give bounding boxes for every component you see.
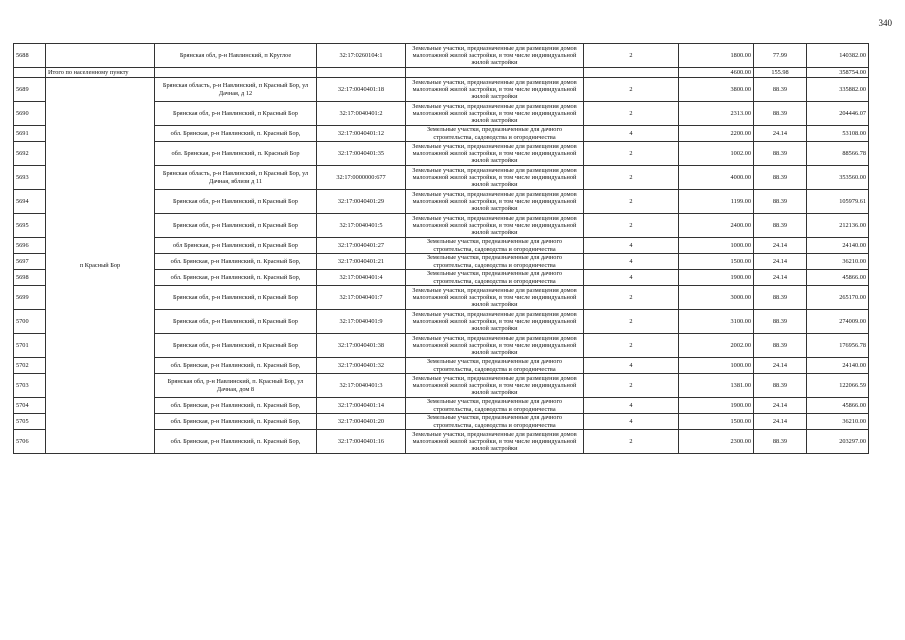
group-number: 2 (584, 310, 679, 334)
land-cadastral-table (13, 43, 869, 454)
subtotal-empty-cell (155, 68, 317, 78)
address-cell: обл Брянская, р-н Навлинский, п Красный Бор (155, 238, 317, 254)
cadastral-number: 32:17:0040401:12 (317, 126, 406, 142)
group-number: 2 (584, 166, 679, 190)
subtotal-empty-cell (406, 68, 584, 78)
land-use-cell: Земельные участки, предназначенные для дачного строительства, садоводства и огородничества (406, 414, 584, 430)
address-cell: обл. Брянская, р-н Навлинский, п. Красный Бор, (155, 358, 317, 374)
group-number: 2 (584, 142, 679, 166)
cost-value: 274009.00 (807, 310, 869, 334)
rate-value: 24.14 (754, 270, 807, 286)
row-number: 5696 (14, 238, 46, 254)
area-value: 3100.00 (679, 310, 754, 334)
cost-value: 36210.00 (807, 254, 869, 270)
group-number: 2 (584, 286, 679, 310)
cadastral-number: 32:17:0000000:677 (317, 166, 406, 190)
cost-value: 105979.61 (807, 190, 869, 214)
land-use-cell: Земельные участки, предназначенные для размещения домов малоэтажной жилой застройки, в том числе индивидуальной жилой застройки (406, 102, 584, 126)
land-use-cell: Земельные участки, предназначенные для размещения домов малоэтажной жилой застройки, в том числе индивидуальной жилой застройки (406, 44, 584, 68)
rate-value: 24.14 (754, 358, 807, 374)
cadastral-number: 32:17:0040401:7 (317, 286, 406, 310)
subtotal-empty-cell (584, 68, 679, 78)
table-row (14, 44, 869, 68)
cost-value: 24140.00 (807, 238, 869, 254)
cost-value: 203297.00 (807, 430, 869, 454)
row-number: 5698 (14, 270, 46, 286)
group-number: 4 (584, 414, 679, 430)
cost-value: 176956.78 (807, 334, 869, 358)
subtotal-empty-cell (317, 68, 406, 78)
area-value: 1500.00 (679, 414, 754, 430)
address-cell: Брянская обл, р-н Навлинский, п Красный Бор (155, 310, 317, 334)
rate-value: 88.39 (754, 430, 807, 454)
group-number: 2 (584, 374, 679, 398)
cadastral-number: 32:17:0040401:4 (317, 270, 406, 286)
area-value: 1800.00 (679, 44, 754, 68)
group-number: 4 (584, 254, 679, 270)
rate-value: 24.14 (754, 238, 807, 254)
cost-value: 140382.00 (807, 44, 869, 68)
land-use-cell: Земельные участки, предназначенные для размещения домов малоэтажной жилой застройки, в том числе индивидуальной жилой застройки (406, 78, 584, 102)
area-value: 1000.00 (679, 358, 754, 374)
address-cell: Брянская обл, р-н Навлинский, п Красный Бор (155, 214, 317, 238)
subtotal-area: 4600.00 (679, 68, 754, 78)
land-use-cell: Земельные участки, предназначенные для размещения домов малоэтажной жилой застройки, в том числе индивидуальной жилой застройки (406, 190, 584, 214)
rate-value: 88.39 (754, 142, 807, 166)
area-value: 1000.00 (679, 238, 754, 254)
address-cell: Брянская обл, р-н Навлинский, п Красный Бор (155, 102, 317, 126)
row-number: 5691 (14, 126, 46, 142)
subtotal-cost: 358754.00 (807, 68, 869, 78)
group-number: 2 (584, 214, 679, 238)
area-value: 2313.00 (679, 102, 754, 126)
cost-value: 122066.59 (807, 374, 869, 398)
area-value: 2002.00 (679, 334, 754, 358)
group-number: 4 (584, 270, 679, 286)
cost-value: 265170.00 (807, 286, 869, 310)
row-number: 5693 (14, 166, 46, 190)
page-number: 340 (878, 18, 892, 28)
subtotal-label: Итого по населенному пункту (46, 68, 155, 78)
row-number: 5704 (14, 398, 46, 414)
address-cell: обл. Брянская, р-н Навлинский, п. Красный Бор, (155, 254, 317, 270)
area-value: 1381.00 (679, 374, 754, 398)
rate-value: 24.14 (754, 414, 807, 430)
address-cell: Брянская обл, р-н Навлинский, п. Красный Бор, ул Дачная, дом 8 (155, 374, 317, 398)
cost-value: 353560.00 (807, 166, 869, 190)
group-number: 4 (584, 358, 679, 374)
row-number: 5695 (14, 214, 46, 238)
address-cell: обл. Брянская, р-н Навлинский, п. Красный Бор, (155, 126, 317, 142)
land-use-cell: Земельные участки, предназначенные для размещения домов малоэтажной жилой застройки, в том числе индивидуальной жилой застройки (406, 166, 584, 190)
area-value: 2200.00 (679, 126, 754, 142)
cadastral-number: 32:17:0040401:20 (317, 414, 406, 430)
row-number: 5692 (14, 142, 46, 166)
area-value: 4000.00 (679, 166, 754, 190)
cadastral-number: 32:17:0040401:27 (317, 238, 406, 254)
locality-name: п Красный Бор (46, 78, 155, 454)
cadastral-number: 32:17:0040401:9 (317, 310, 406, 334)
address-cell: обл. Брянская, р-н Навлинский, п. Красный Бор, (155, 414, 317, 430)
address-cell: обл. Брянская, р-н Навлинский, п. Красный Бор, (155, 398, 317, 414)
group-number: 2 (584, 44, 679, 68)
cost-value: 45866.00 (807, 270, 869, 286)
address-cell: Брянская обл, р-н Навлинский, п Красный Бор (155, 286, 317, 310)
address-cell: Брянская обл, р-н Навлинский, п Красный Бор (155, 334, 317, 358)
rate-value: 88.39 (754, 102, 807, 126)
cadastral-number: 32:17:0040401:2 (317, 102, 406, 126)
row-number: 5690 (14, 102, 46, 126)
land-use-cell: Земельные участки, предназначенные для размещения домов малоэтажной жилой застройки, в том числе индивидуальной жилой застройки (406, 374, 584, 398)
cost-value: 24140.00 (807, 358, 869, 374)
area-value: 2300.00 (679, 430, 754, 454)
land-use-cell: Земельные участки, предназначенные для размещения домов малоэтажной жилой застройки, в том числе индивидуальной жилой застройки (406, 334, 584, 358)
row-number: 5700 (14, 310, 46, 334)
group-number: 4 (584, 398, 679, 414)
cost-value: 335882.00 (807, 78, 869, 102)
row-number: 5705 (14, 414, 46, 430)
area-value: 1002.00 (679, 142, 754, 166)
cadastral-number: 32:17:0040401:14 (317, 398, 406, 414)
land-use-cell: Земельные участки, предназначенные для дачного строительства, садоводства и огородничества (406, 358, 584, 374)
group-number: 4 (584, 238, 679, 254)
row-number: 5689 (14, 78, 46, 102)
cost-value: 36210.00 (807, 414, 869, 430)
row-number: 5699 (14, 286, 46, 310)
area-value: 1900.00 (679, 398, 754, 414)
cost-value: 45866.00 (807, 398, 869, 414)
rate-value: 77.99 (754, 44, 807, 68)
subtotal-number-cell (14, 68, 46, 78)
rate-value: 88.39 (754, 190, 807, 214)
cost-value: 53108.00 (807, 126, 869, 142)
rate-value: 88.39 (754, 310, 807, 334)
area-value: 2400.00 (679, 214, 754, 238)
rate-value: 88.39 (754, 374, 807, 398)
area-value: 1500.00 (679, 254, 754, 270)
cost-value: 88566.78 (807, 142, 869, 166)
cadastral-number: 32:17:0040401:21 (317, 254, 406, 270)
land-use-cell: Земельные участки, предназначенные для размещения домов малоэтажной жилой застройки, в том числе индивидуальной жилой застройки (406, 310, 584, 334)
area-value: 1199.00 (679, 190, 754, 214)
rate-value: 88.39 (754, 78, 807, 102)
cadastral-number: 32:17:0040401:3 (317, 374, 406, 398)
cadastral-number: 32:17:0040401:29 (317, 190, 406, 214)
table-body (14, 44, 869, 454)
land-use-cell: Земельные участки, предназначенные для размещения домов малоэтажной жилой застройки, в том числе индивидуальной жилой застройки (406, 142, 584, 166)
cost-value: 204446.07 (807, 102, 869, 126)
land-use-cell: Земельные участки, предназначенные для дачного строительства, садоводства и огородничества (406, 270, 584, 286)
address-cell: Брянская область, р-н Навлинский, п Красный Бор, ул Дачная, д 12 (155, 78, 317, 102)
group-number: 2 (584, 430, 679, 454)
address-cell: обл. Брянская, р-н Навлинский, п. Красный Бор (155, 142, 317, 166)
subtotal-rate: 155.98 (754, 68, 807, 78)
rate-value: 88.39 (754, 166, 807, 190)
subtotal-row (14, 68, 869, 78)
land-use-cell: Земельные участки, предназначенные для размещения домов малоэтажной жилой застройки, в том числе индивидуальной жилой застройки (406, 286, 584, 310)
rate-value: 24.14 (754, 254, 807, 270)
land-use-cell: Земельные участки, предназначенные для дачного строительства, садоводства и огородничества (406, 254, 584, 270)
row-number: 5688 (14, 44, 46, 68)
land-use-cell: Земельные участки, предназначенные для размещения домов малоэтажной жилой застройки, в том числе индивидуальной жилой застройки (406, 430, 584, 454)
row-number: 5694 (14, 190, 46, 214)
cadastral-number: 32:17:0040401:18 (317, 78, 406, 102)
land-use-cell: Земельные участки, предназначенные для размещения домов малоэтажной жилой застройки, в том числе индивидуальной жилой застройки (406, 214, 584, 238)
rate-value: 88.39 (754, 214, 807, 238)
row-number: 5703 (14, 374, 46, 398)
cost-value: 212136.00 (807, 214, 869, 238)
cadastral-number: 32:17:0040401:5 (317, 214, 406, 238)
land-use-cell: Земельные участки, предназначенные для дачного строительства, садоводства и огородничества (406, 398, 584, 414)
group-number: 4 (584, 126, 679, 142)
rate-value: 24.14 (754, 126, 807, 142)
cadastral-number: 32:17:0040401:16 (317, 430, 406, 454)
row-number: 5701 (14, 334, 46, 358)
rate-value: 24.14 (754, 398, 807, 414)
group-number: 2 (584, 78, 679, 102)
rate-value: 88.39 (754, 286, 807, 310)
row-number: 5706 (14, 430, 46, 454)
address-cell: Брянская обл, р-н Навлинский, п Красный Бор (155, 190, 317, 214)
address-cell: обл. Брянская, р-н Навлинский, п. Красный Бор, (155, 270, 317, 286)
row-number: 5702 (14, 358, 46, 374)
cadastral-number: 32:17:0040401:32 (317, 358, 406, 374)
area-value: 1900.00 (679, 270, 754, 286)
table-row (14, 78, 869, 102)
address-cell: Брянская обл, р-н Навлинский, п Круглое (155, 44, 317, 68)
rate-value: 88.39 (754, 334, 807, 358)
locality-cell (46, 44, 155, 68)
land-use-cell: Земельные участки, предназначенные для дачного строительства, садоводства и огородничества (406, 126, 584, 142)
group-number: 2 (584, 334, 679, 358)
row-number: 5697 (14, 254, 46, 270)
address-cell: обл. Брянская, р-н Навлинский, п. Красный Бор, (155, 430, 317, 454)
group-number: 2 (584, 102, 679, 126)
cadastral-number: 32:17:0040401:38 (317, 334, 406, 358)
land-use-cell: Земельные участки, предназначенные для дачного строительства, садоводства и огородничества (406, 238, 584, 254)
cadastral-number: 32:17:0040401:35 (317, 142, 406, 166)
group-number: 2 (584, 190, 679, 214)
area-value: 3800.00 (679, 78, 754, 102)
cadastral-number: 32:17:0260104:1 (317, 44, 406, 68)
area-value: 3000.00 (679, 286, 754, 310)
address-cell: Брянская область, р-н Навлинский, п Красный Бор, ул Дачная, вблизи д 11 (155, 166, 317, 190)
